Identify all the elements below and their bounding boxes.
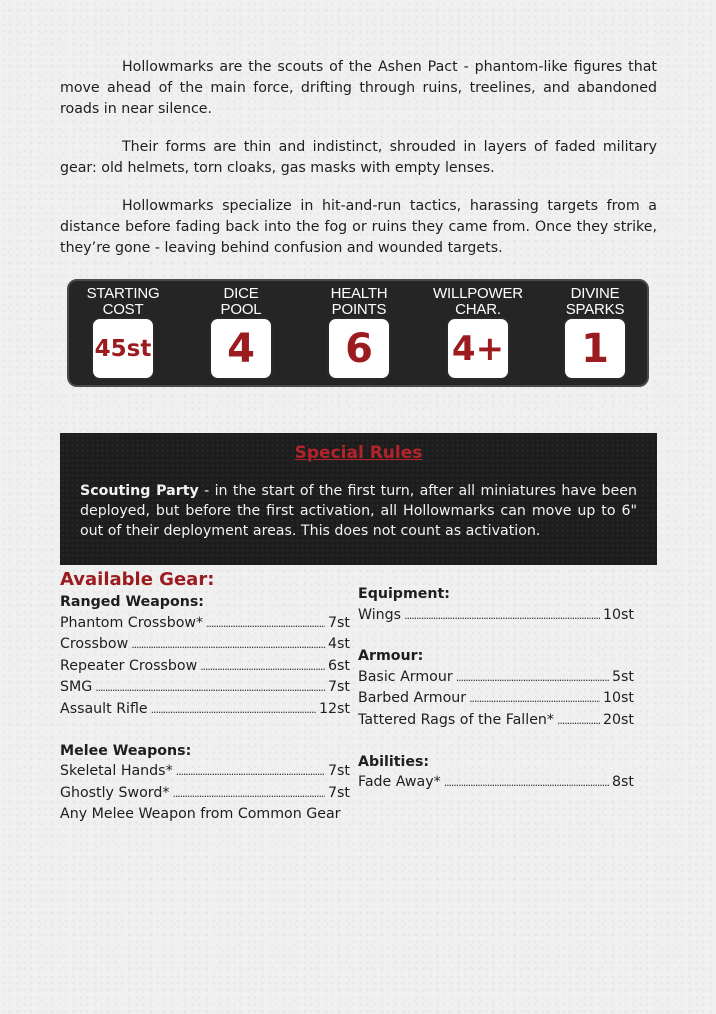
stat-value-box: 1 [563, 317, 627, 380]
gear-item-name: Tattered Rags of the Fallen* [358, 711, 555, 728]
spacer [358, 732, 634, 752]
ranged-weapons-title: Ranged Weapons: [60, 594, 204, 610]
gear-item-name: Repeater Crossbow [60, 657, 198, 674]
melee-weapons-title: Melee Weapons: [60, 742, 192, 759]
gear-item-price: 8st [612, 774, 634, 791]
intro-paragraph-3: Hollowmarks specialize in hit-and-run tactics, harassing targets from a distance before fading back into the fog or ruins they came from. Once they strike, they’re gone - leaving behind confusion and wounded targets. [60, 198, 657, 256]
stat-willpower [428, 281, 528, 385]
gear-item-name: Barbed Armour [358, 690, 467, 707]
stat-label [545, 286, 645, 317]
gear-item-name: Ghostly Sword* [60, 784, 170, 801]
gear-item-price: 10st [602, 690, 634, 707]
gear-item-name: Skeletal Hands* [60, 763, 173, 780]
stat-dice-pool [191, 281, 291, 385]
stat-label [428, 286, 528, 317]
gear-row [60, 634, 350, 656]
gear-row [60, 613, 350, 635]
gear-left-column [60, 592, 350, 825]
leader-dots [206, 613, 325, 635]
gear-item-name: Assault Rifle [60, 700, 148, 717]
melee-note: Any Melee Weapon from Common Gear [60, 806, 341, 823]
stat-bar [67, 279, 649, 387]
stat-value-box: 4 [209, 317, 273, 380]
gear-item-price: 10st [602, 606, 634, 623]
gear-item-price: 6st [328, 657, 350, 674]
leader-dots [444, 772, 609, 794]
special-rules-title: Special Rules [294, 443, 423, 463]
intro-paragraph-1: Hollowmarks are the scouts of the Ashen Pact - phantom-like figures that move ahead of the main force, drifting through ruins, treelines, and abandoned roads in near silence. [60, 59, 657, 117]
special-rules-text [80, 481, 637, 541]
gear-item-name: Basic Armour [358, 668, 453, 685]
stat-value-box: 45st [91, 317, 155, 380]
stat-label-line1: DIVINE [570, 285, 620, 302]
gear-row [60, 677, 350, 699]
leader-dots [176, 761, 325, 783]
stat-label-line1: WILLPOWER [433, 285, 523, 302]
stat-value-box: 6 [327, 317, 391, 380]
spacer [358, 626, 634, 646]
gear-row [358, 688, 634, 710]
stat-starting-cost [73, 281, 173, 385]
stat-label-line2: POOL [220, 300, 262, 318]
leader-dots [131, 634, 325, 656]
stat-label-line1: HEALTH [330, 285, 388, 302]
stat-label-line2: COST [102, 300, 144, 318]
leader-dots [151, 699, 316, 721]
gear-item-price: 4st [328, 636, 350, 653]
stat-label [309, 286, 409, 317]
gear-row [60, 656, 350, 678]
gear-row [60, 783, 350, 805]
gear-row [358, 710, 634, 732]
leader-dots [200, 656, 325, 678]
gear-item-name: Crossbow [60, 636, 129, 653]
stat-label [191, 286, 291, 317]
armour-title: Armour: [358, 648, 424, 665]
rule-description: - in the start of the first turn, after all miniatures have been deployed, but before the first activation, all Hollowmarks can move up to 6" out of their deployment areas. This does not count as activation. [80, 483, 637, 539]
stat-value-box: 4+ [446, 317, 510, 380]
gear-item-name: Fade Away* [358, 774, 441, 791]
gear-item-price: 7st [328, 784, 350, 801]
gear-item-name: Phantom Crossbow* [60, 614, 204, 631]
stat-label-line2: SPARKS [565, 300, 625, 318]
rule-name: Scouting Party [80, 483, 199, 499]
intro-text [60, 57, 657, 276]
gear-row [358, 605, 634, 627]
spacer [60, 721, 350, 741]
gear-item-price: 7st [328, 763, 350, 780]
gear-item-price: 12st [318, 700, 350, 717]
special-rules-panel [60, 433, 657, 565]
gear-item-price: 7st [328, 679, 350, 696]
gear-item-name: SMG [60, 679, 93, 696]
stat-label-line1: STARTING [86, 285, 160, 302]
available-gear-heading: Available Gear: [60, 569, 215, 590]
gear-item-price: 5st [612, 668, 634, 685]
stat-label-line2: CHAR. [455, 300, 501, 318]
intro-paragraph-2: Their forms are thin and indistinct, shrouded in layers of faded military gear: old helmets, torn cloaks, gas masks with empty lenses. [60, 139, 657, 176]
leader-dots [404, 605, 600, 627]
stat-label-line1: DICE [223, 285, 259, 302]
equipment-title: Equipment: [358, 586, 450, 602]
gear-row [358, 667, 634, 689]
leader-dots [456, 667, 609, 689]
stat-label-line2: POINTS [331, 300, 387, 318]
leader-dots [469, 688, 600, 710]
abilities-title: Abilities: [358, 753, 430, 770]
stat-health-points [309, 281, 409, 385]
leader-dots [95, 677, 325, 699]
gear-item-price: 7st [328, 614, 350, 631]
stat-label [73, 286, 173, 317]
stat-divine-sparks [545, 281, 645, 385]
leader-dots [557, 710, 600, 732]
leader-dots [172, 783, 325, 805]
gear-right-column [358, 584, 634, 794]
gear-row [60, 699, 350, 721]
gear-item-name: Wings [358, 606, 402, 623]
gear-row [358, 772, 634, 794]
gear-row [60, 761, 350, 783]
gear-item-price: 20st [602, 711, 634, 728]
